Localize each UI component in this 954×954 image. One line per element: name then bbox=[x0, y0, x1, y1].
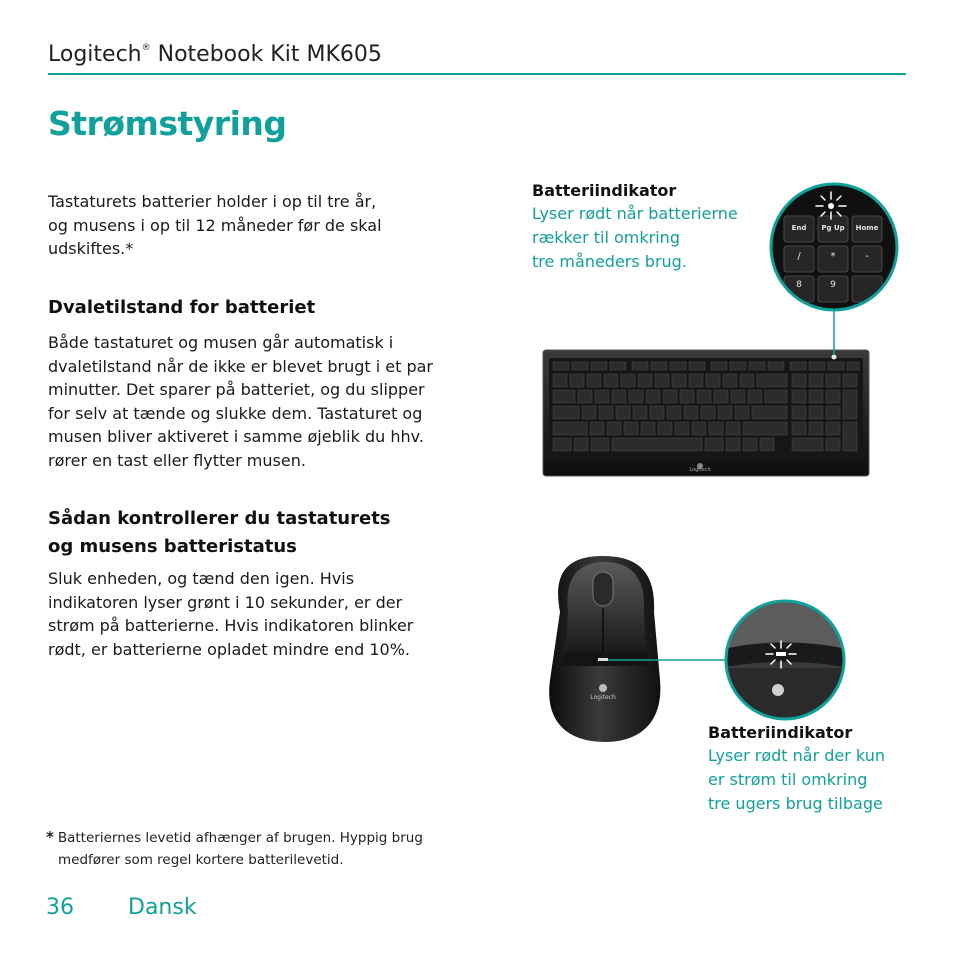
zoom-key-end: End bbox=[791, 224, 807, 232]
body-line: rødt, er batterierne opladet mindre end 10%. bbox=[48, 639, 410, 659]
footnote-marker: * bbox=[46, 828, 54, 846]
callout-line: er strøm til omkring bbox=[708, 770, 868, 789]
keyboard-logo: Logitech bbox=[689, 467, 711, 473]
callout-line: Lyser rødt når der kun bbox=[708, 746, 885, 765]
intro-line: Tastaturets batterier holder i op til tre år, bbox=[48, 192, 377, 211]
body-line: for selv at tænde og slukke dem. Tastaturet og bbox=[48, 403, 423, 423]
registered-mark: ® bbox=[141, 43, 151, 53]
intro-line: udskiftes.* bbox=[48, 239, 134, 258]
page-language: Dansk bbox=[128, 895, 197, 920]
zoom-key-minus: - bbox=[865, 251, 869, 262]
zoom-key-divide: / bbox=[797, 251, 801, 262]
keyboard-callout bbox=[532, 180, 762, 274]
body-line: musen bliver aktiveret i samme øjeblik du hhv. bbox=[48, 427, 424, 446]
body-line: Både tastaturet og musen går automatisk i bbox=[48, 333, 394, 352]
footnote-line: medfører som regel kortere batterilevetid. bbox=[58, 852, 344, 868]
zoom-key-8: 8 bbox=[796, 280, 802, 290]
body-line: Sluk enheden, og tænd den igen. Hvis bbox=[48, 569, 355, 588]
body-line: dvaletilstand når de ikke er blevet brugt i et par bbox=[48, 356, 433, 376]
zoom-key-9: 9 bbox=[830, 280, 836, 290]
footnote bbox=[46, 826, 476, 871]
callout-line: rækker til omkring bbox=[532, 228, 680, 247]
mouse-callout bbox=[708, 722, 938, 816]
body-line: strøm på batterierne. Hvis indikatoren blinker bbox=[48, 616, 414, 635]
callout-line: tre ugers brug tilbage bbox=[708, 794, 883, 813]
keyboard-indicator-zoom bbox=[770, 183, 900, 355]
brand-name: Logitech bbox=[48, 42, 142, 67]
body-line: minutter. Det sparer på batteriet, og du slipper bbox=[48, 380, 425, 399]
keyboard-illustration bbox=[543, 350, 869, 476]
mouse-illustration bbox=[549, 556, 726, 742]
body-line: indikatoren lyser grønt i 10 sekunder, er der bbox=[48, 592, 403, 612]
body-line: rører en tast eller flytter musen. bbox=[48, 450, 306, 470]
callout-line: Lyser rødt når batterierne bbox=[532, 204, 738, 223]
zoom-key-home: Home bbox=[855, 224, 879, 232]
product-name: Notebook Kit MK605 bbox=[157, 42, 382, 67]
callout-line: tre måneders brug. bbox=[532, 252, 687, 271]
page-number: 36 bbox=[46, 895, 74, 920]
footnote-line: Batteriernes levetid afhænger af brugen. Hyppig brug bbox=[57, 830, 423, 846]
mouse-logo: Logitech bbox=[590, 694, 616, 701]
heading-line: Sådan kontrollerer du tastaturets bbox=[48, 508, 391, 529]
callout-title: Batteriindikator bbox=[532, 181, 677, 200]
page-title: Strømstyring bbox=[48, 104, 287, 143]
section-sleep-heading: Dvaletilstand for batteriet bbox=[48, 297, 316, 318]
mouse-indicator-zoom bbox=[720, 595, 850, 728]
callout-title: Batteriindikator bbox=[708, 723, 853, 742]
heading-line: og musens batteristatus bbox=[48, 536, 297, 557]
zoom-key-pgup: Pg Up bbox=[821, 224, 845, 232]
intro-line: og musens i op til 12 måneder før de skal bbox=[48, 215, 382, 235]
zoom-key-multiply: * bbox=[830, 251, 836, 262]
